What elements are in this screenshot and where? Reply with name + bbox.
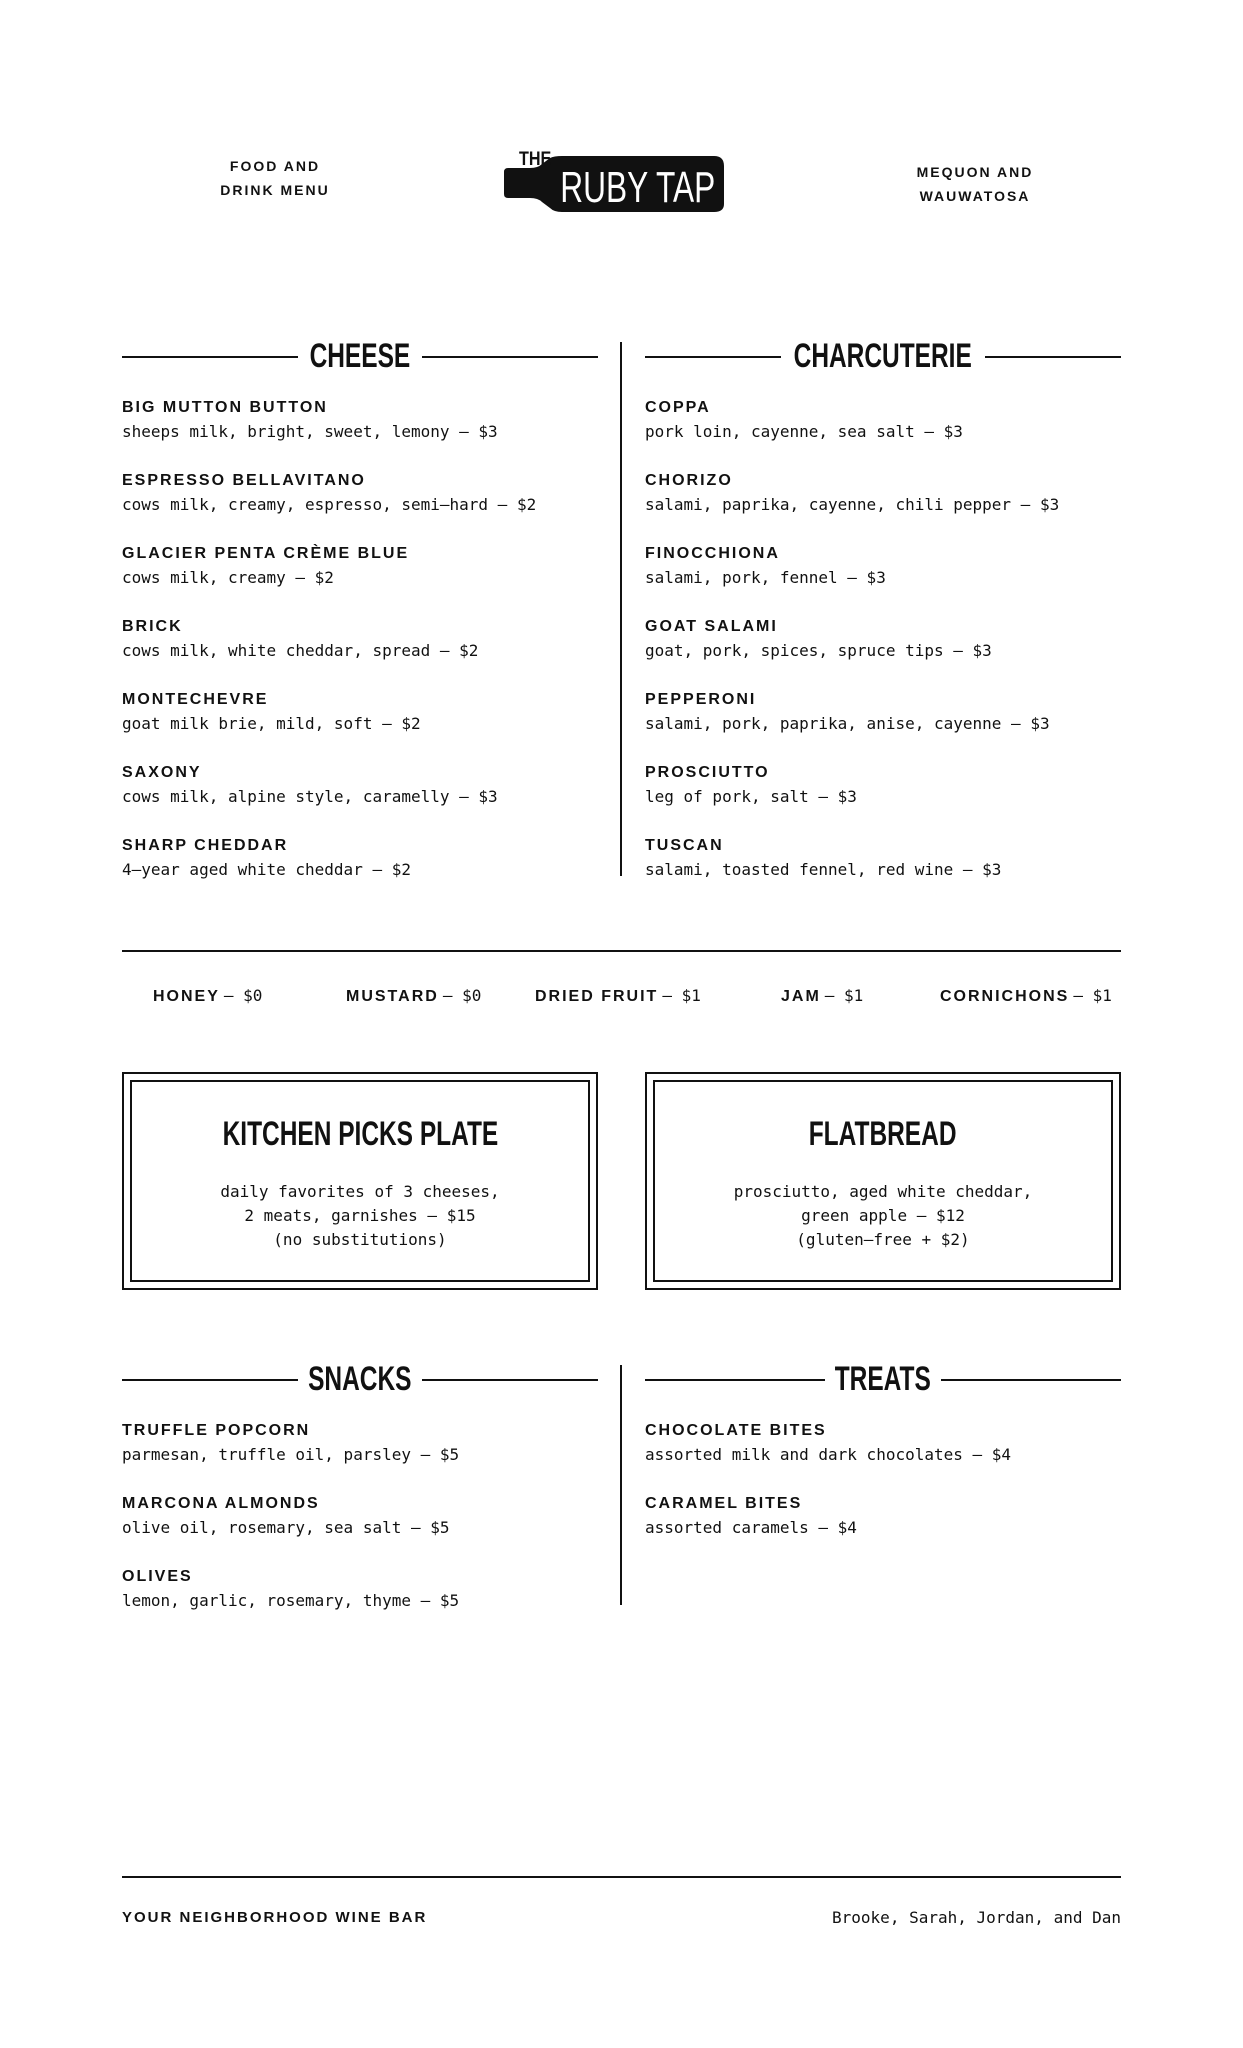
snacks-heading — [122, 1359, 598, 1399]
condiment-price: – $1 — [824, 986, 864, 1005]
flatbread-line3: (gluten–free + $2) — [796, 1230, 970, 1249]
kitchen-picks-title: KITCHEN PICKS PLATE — [222, 1115, 498, 1153]
cheese-item — [122, 688, 602, 736]
kitchen-picks-line3: (no substitutions) — [273, 1230, 447, 1249]
condiments-row — [122, 982, 1122, 1010]
cheese-item-desc: goat milk brie, mild, soft – $2 — [122, 714, 421, 733]
cheese-title: CHEESE — [304, 336, 416, 376]
charcuterie-item — [645, 469, 1125, 517]
snack-item — [122, 1419, 602, 1467]
cheese-item-desc: cows milk, creamy, espresso, semi–hard – $2 — [122, 495, 537, 514]
condiment-name: MUSTARD — [346, 988, 439, 1005]
cheese-item-desc: cows milk, creamy – $2 — [122, 568, 334, 587]
charcuterie-item — [645, 542, 1125, 590]
condiment-price: – $0 — [223, 986, 263, 1005]
header-locations-line2: WAUWATOSA — [919, 188, 1031, 204]
condiment-item — [346, 982, 481, 1011]
bottom-column-divider — [620, 1365, 622, 1605]
snack-item-name: OLIVES — [122, 1568, 193, 1585]
cheese-item — [122, 396, 602, 444]
treat-item-name: CHOCOLATE BITES — [645, 1422, 827, 1439]
cheese-item-desc: cows milk, alpine style, caramelly – $3 — [122, 787, 498, 806]
kitchen-picks-desc — [124, 1180, 596, 1252]
condiment-name: CORNICHONS — [940, 988, 1070, 1005]
charcuterie-heading — [645, 336, 1121, 376]
condiment-item — [153, 982, 262, 1011]
cheese-item — [122, 761, 602, 809]
cheese-item-name: MONTECHEVRE — [122, 691, 269, 708]
footer-owners: Brooke, Sarah, Jordan, and Dan — [832, 1908, 1121, 1927]
charcuterie-item-name: GOAT SALAMI — [645, 618, 778, 635]
charcuterie-item-name: PROSCIUTTO — [645, 764, 770, 781]
footer-rule — [122, 1876, 1121, 1878]
charcuterie-item-name: PEPPERONI — [645, 691, 757, 708]
snack-item-name: MARCONA ALMONDS — [122, 1495, 320, 1512]
flatbread-title: FLATBREAD — [809, 1115, 957, 1153]
treat-item-desc: assorted caramels – $4 — [645, 1518, 857, 1537]
snack-item-name: TRUFFLE POPCORN — [122, 1422, 311, 1439]
snack-item — [122, 1492, 602, 1540]
cheese-heading — [122, 336, 598, 376]
condiment-price: – $0 — [442, 986, 482, 1005]
flatbread-line1: prosciutto, aged white cheddar, — [733, 1182, 1033, 1201]
cheese-item-desc: sheeps milk, bright, sweet, lemony – $3 — [122, 422, 498, 441]
treat-item — [645, 1419, 1125, 1467]
treat-item — [645, 1492, 1125, 1540]
treats-title: TREATS — [829, 1359, 937, 1399]
cheese-item — [122, 542, 602, 590]
treat-item-name: CARAMEL BITES — [645, 1495, 803, 1512]
header-tagline — [190, 154, 360, 202]
cheese-item-name: GLACIER PENTA CRÈME BLUE — [122, 545, 410, 562]
condiment-item — [781, 982, 863, 1011]
cheese-item-name: SHARP CHEDDAR — [122, 837, 289, 854]
charcuterie-item-desc: pork loin, cayenne, sea salt – $3 — [645, 422, 963, 441]
charcuterie-item-name: CHORIZO — [645, 472, 733, 489]
condiment-name: JAM — [781, 988, 821, 1005]
charcuterie-item — [645, 615, 1125, 663]
charcuterie-item-name: TUSCAN — [645, 837, 724, 854]
condiment-price: – $1 — [1073, 986, 1112, 1005]
snack-item-desc: olive oil, rosemary, sea salt – $5 — [122, 1518, 450, 1537]
logo-name-text: RUBY TAP — [560, 162, 716, 213]
snack-item-desc: lemon, garlic, rosemary, thyme – $5 — [122, 1591, 460, 1610]
cheese-item-desc: 4–year aged white cheddar – $2 — [122, 860, 411, 879]
footer-tagline: YOUR NEIGHBORHOOD WINE BAR — [122, 1909, 428, 1926]
charcuterie-item — [645, 688, 1125, 736]
charcuterie-item-desc: salami, toasted fennel, red wine – $3 — [645, 860, 1002, 879]
header-locations-line1: MEQUON AND — [916, 164, 1034, 180]
cheese-item-name: BRICK — [122, 618, 183, 635]
top-column-divider — [620, 342, 622, 876]
treat-item-desc: assorted milk and dark chocolates – $4 — [645, 1445, 1012, 1464]
condiments-rule — [122, 950, 1121, 952]
flatbread-box — [645, 1072, 1121, 1290]
kitchen-picks-line2: 2 meats, garnishes – $15 — [244, 1206, 476, 1225]
charcuterie-item-name: COPPA — [645, 399, 711, 416]
charcuterie-item — [645, 396, 1125, 444]
condiment-name: HONEY — [153, 988, 220, 1005]
charcuterie-item — [645, 834, 1125, 882]
charcuterie-item-desc: salami, paprika, cayenne, chili pepper – $3 — [645, 495, 1060, 514]
cheese-item-name: SAXONY — [122, 764, 202, 781]
condiment-item — [535, 982, 701, 1011]
ruby-tap-logo — [502, 142, 728, 214]
snacks-title: SNACKS — [303, 1359, 418, 1399]
charcuterie-item-name: FINOCCHIONA — [645, 545, 780, 562]
condiment-price: – $1 — [662, 986, 701, 1005]
charcuterie-item-desc: goat, pork, spices, spruce tips – $3 — [645, 641, 992, 660]
snack-item — [122, 1565, 602, 1613]
cheese-item-name: ESPRESSO BELLAVITANO — [122, 472, 366, 489]
cheese-item — [122, 615, 602, 663]
header-tagline-line1: FOOD AND — [229, 158, 321, 174]
header-tagline-line2: DRINK MENU — [220, 182, 330, 198]
flatbread-line2: green apple – $12 — [801, 1206, 965, 1225]
condiment-name: DRIED FRUIT — [535, 988, 659, 1005]
cheese-item-desc: cows milk, white cheddar, spread – $2 — [122, 641, 479, 660]
charcuterie-item-desc: leg of pork, salt – $3 — [645, 787, 857, 806]
charcuterie-item — [645, 761, 1125, 809]
charcuterie-item-desc: salami, pork, fennel – $3 — [645, 568, 886, 587]
kitchen-picks-box — [122, 1072, 598, 1290]
kitchen-picks-line1: daily favorites of 3 cheeses, — [220, 1182, 500, 1201]
charcuterie-item-desc: salami, pork, paprika, anise, cayenne – $3 — [645, 714, 1050, 733]
header-locations — [885, 160, 1065, 208]
logo-the-text: THE — [519, 147, 552, 170]
condiment-item — [940, 982, 1112, 1011]
cheese-item — [122, 469, 602, 517]
flatbread-desc — [647, 1180, 1119, 1252]
snack-item-desc: parmesan, truffle oil, parsley – $5 — [122, 1445, 460, 1464]
treats-heading — [645, 1359, 1121, 1399]
cheese-item-name: BIG MUTTON BUTTON — [122, 399, 328, 416]
charcuterie-title: CHARCUTERIE — [788, 336, 978, 376]
cheese-item — [122, 834, 602, 882]
